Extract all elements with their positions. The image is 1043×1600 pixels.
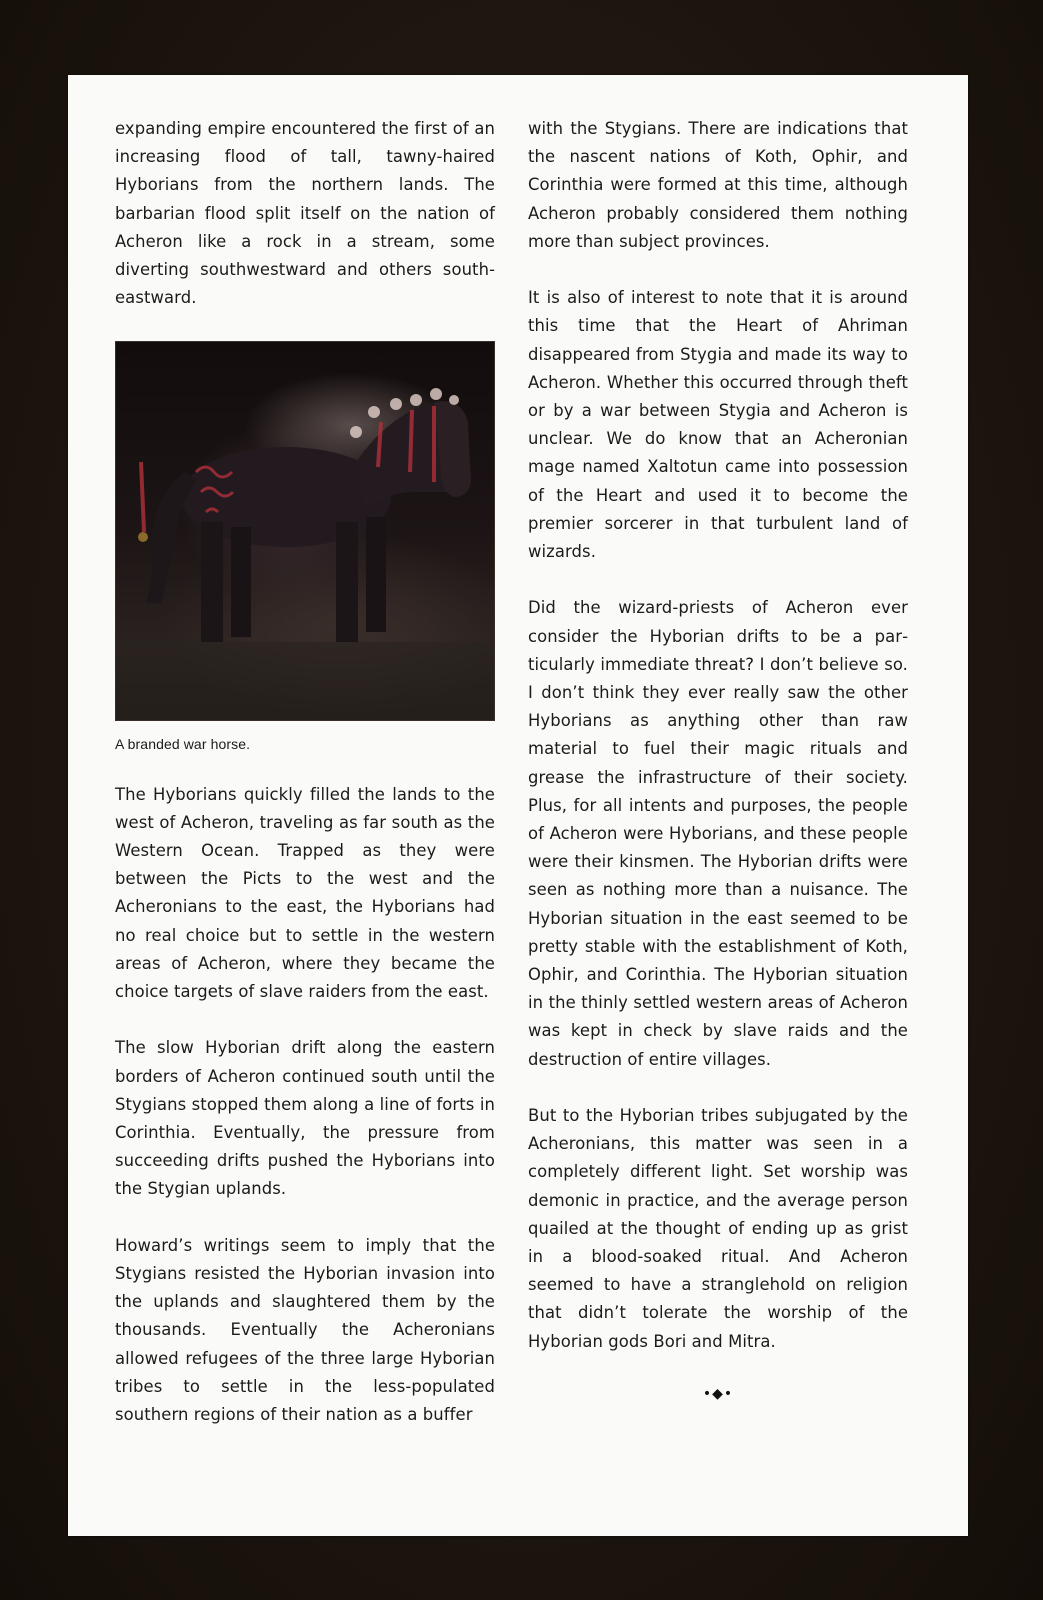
figure-caption: A branded war horse.: [115, 735, 251, 752]
end-ornament-icon: •◆•: [702, 1386, 734, 1403]
book-page: [68, 75, 968, 1536]
paragraph: But to the Hyborian tribes subjugated by the Acheronians, this matter was seen in a completely different light. Set worship was demonic in practice, and the average person quailed at the thought of ending up as grist in a blood-soaked ritual. And Acheron seemed to have a stranglehold on religion that didn’t tolerate the worship of the Hyborian gods Bori and Mitra.: [528, 1106, 908, 1351]
left-column: [115, 115, 495, 1457]
paragraph: The slow Hyborian drift along the eastern borders of Acheron continued south until the Stygians stopped them along a line of forts in Corinthia. Eventually, the pressure from succeeding drifts pushed the Hyborians into the Stygian uplands.: [115, 1038, 495, 1199]
paragraph: Did the wizard-priests of Acheron ever consider the Hyborian drifts to be a particularly immediate threat? I don’t believe so. I don’t think they ever really saw the other Hyborians as anything other than raw material to fuel their magic rituals and grease the infrastructure of their society. Plus, for all intents and purposes, the people of Acheron were Hyborians, and these people were their kinsmen. The Hyborian drifts were seen as nothing more than a nuisance. The Hyborian situation in the east seemed to be pretty stable with the establishment of Koth, Ophir, and Corinthia. The Hyborian situation in the thinly settled western areas of Acheron was kept in check by slave raids and the destruction of entire villages.: [528, 598, 908, 1069]
war-horse-image: [115, 341, 495, 721]
figure: [115, 341, 495, 753]
paragraph: It is also of interest to note that it is around this time that the Heart of Ahriman disappeared from Stygia and made its way to Acheron. Whether this occurred through theft or by a war between Stygia and Acheron is unclear. We do know that an Acheronian mage named Xaltotun came into possession of the Heart and used it to become the premier sorcerer in that turbulent land of wizards.: [528, 288, 908, 562]
paragraph: expanding empire encountered the first of an increasing flood of tall, tawny-haired Hyborians from the northern lands. The barbarian flood split itself on the nation of Acheron like a rock in a stream, some diverting southwestward and others southeastward.: [115, 119, 495, 308]
paragraph: with the Stygians. There are indications that the nascent nations of Koth, Ophir, and Corinthia were formed at this time, although Acheron probably considered them nothing more than subject provinces.: [528, 119, 908, 251]
right-column: [528, 115, 908, 1408]
paragraph: Howard’s writings seem to imply that the Stygians resisted the Hyborian invasion into the uplands and slaughtered them by the thousands. Eventually the Acheronians allowed refugees of the three large Hyborian tribes to settle in the less-populated southern regions of their nation as a buffer: [115, 1235, 495, 1425]
paragraph: The Hyborians quickly filled the lands to the west of Acheron, traveling as far south as the Western Ocean. Trapped as they were between the Picts to the west and the Acheronians to the east, the Hyborians had no real choice but to settle in the western areas of Acheron, where they became the choice targets of slave raiders from the east.: [115, 784, 495, 1002]
horse-illustration-icon: [116, 342, 494, 720]
